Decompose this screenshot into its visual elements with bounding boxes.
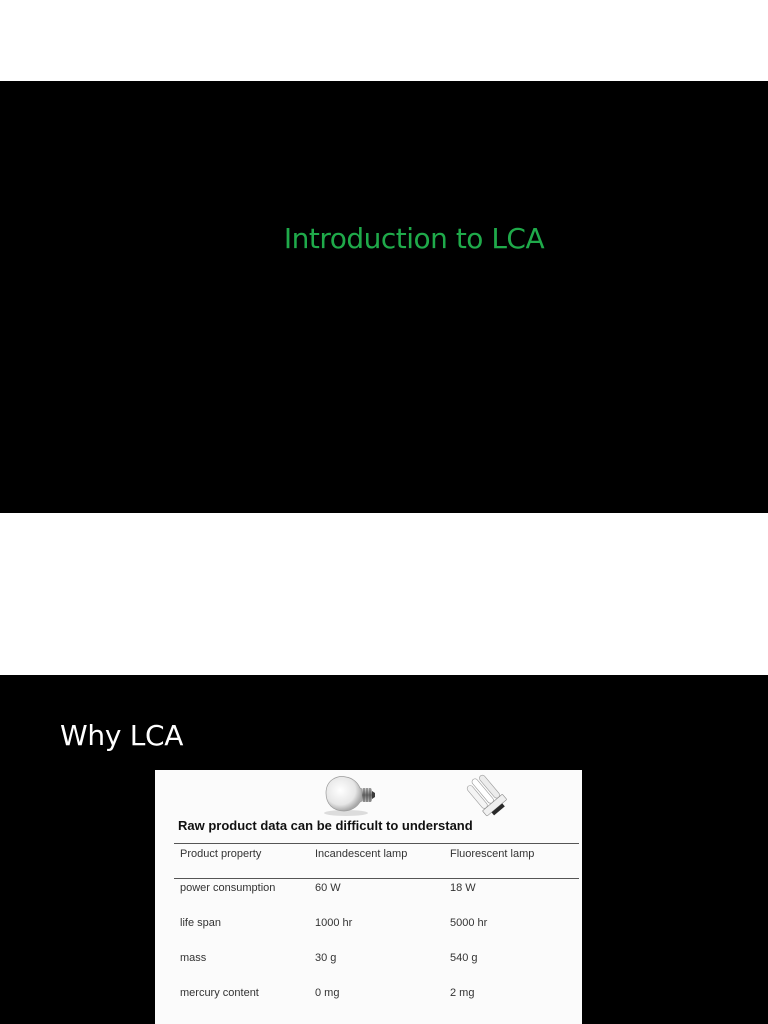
table-header-cell: Fluorescent lamp	[450, 848, 535, 860]
slide-title-text: Introduction to LCA	[283, 222, 545, 255]
table-cell-incandescent: 60 W	[315, 882, 341, 894]
table-cell-incandescent: 1000 hr	[315, 917, 353, 929]
slide-title	[0, 81, 768, 513]
table-cell-property: mass	[180, 952, 207, 964]
table-cell-property: power consumption	[180, 882, 276, 894]
table-header-cell: Product property	[180, 848, 262, 860]
table-header-cell: Incandescent lamp	[315, 848, 408, 860]
slide-why-lca	[0, 675, 768, 1024]
table-cell-fluorescent: 540 g	[450, 952, 478, 964]
incandescent-bulb-icon	[320, 773, 380, 817]
table-cell-incandescent: 0 mg	[315, 987, 340, 999]
table-cell-fluorescent: 5000 hr	[450, 917, 488, 929]
table-cell-fluorescent: 2 mg	[450, 987, 475, 999]
table-cell-property: mercury content	[180, 987, 259, 999]
figure-heading: Raw product data can be difficult to understand	[178, 818, 473, 833]
fluorescent-bulb-icon	[453, 771, 513, 821]
table-cell-fluorescent: 18 W	[450, 882, 476, 894]
table-cell-incandescent: 30 g	[315, 952, 337, 964]
table-top-rule	[174, 843, 579, 844]
comparison-figure	[155, 770, 582, 1024]
table-cell-property: life span	[180, 917, 221, 929]
table-header-rule	[174, 878, 579, 879]
slide-heading: Why LCA	[60, 719, 184, 752]
